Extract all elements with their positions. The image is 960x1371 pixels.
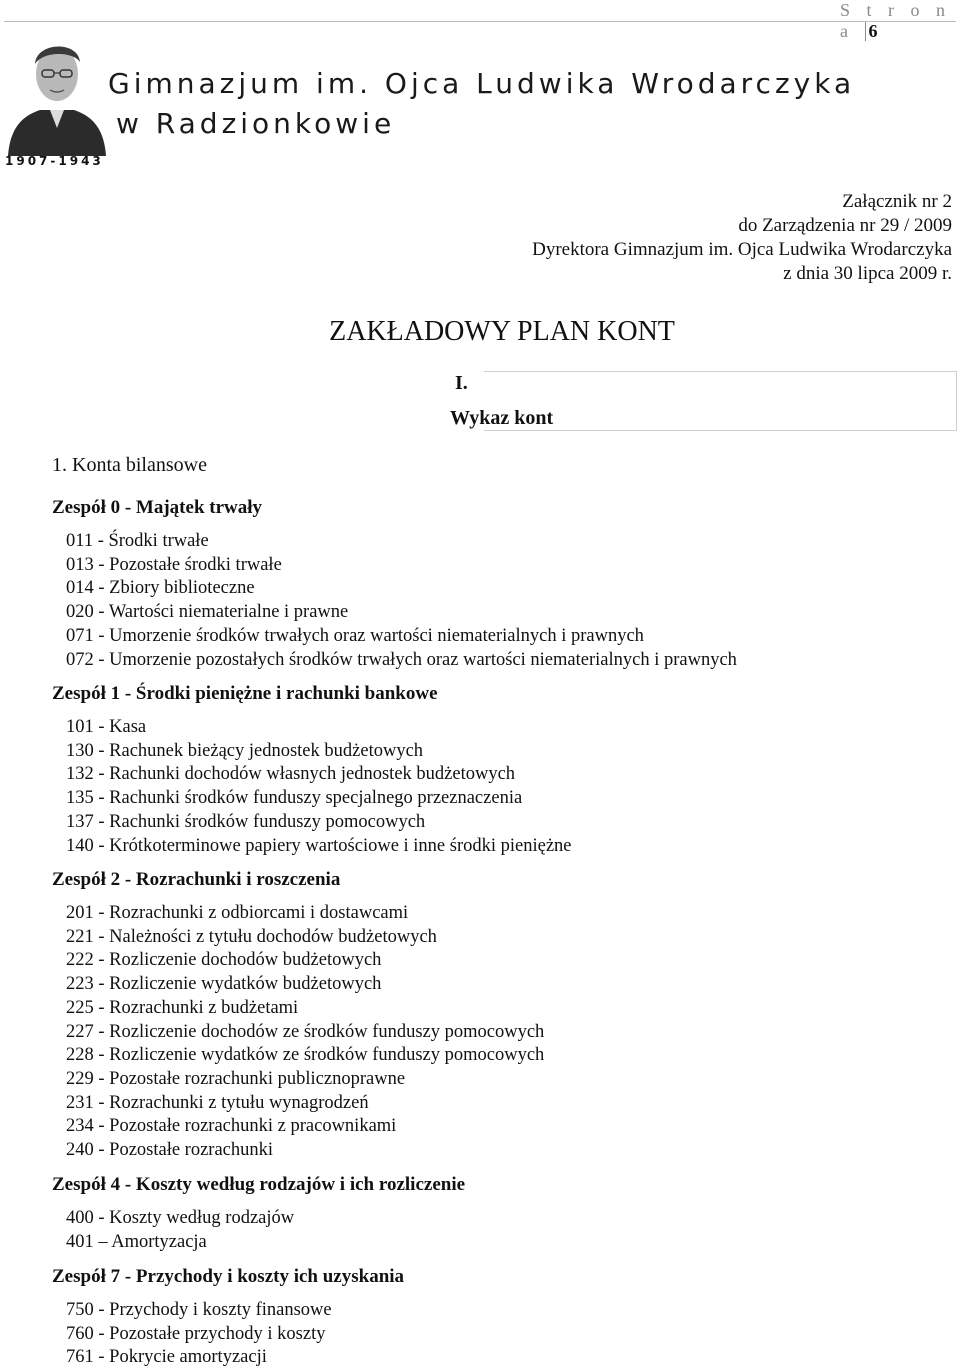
account-item: 132 - Rachunki dochodów własnych jednostek budżetowych (66, 764, 516, 785)
account-group-4 (52, 1173, 465, 1254)
annex-line: Dyrektora Gimnazjum im. Ojca Ludwika Wrodarczyka (532, 239, 952, 260)
document-title: ZAKŁADOWY PLAN KONT (329, 316, 675, 347)
account-item: 071 - Umorzenie środków trwałych oraz wartości niematerialnych i prawnych (66, 625, 644, 646)
account-item: 101 - Kasa (66, 717, 147, 737)
account-item: 229 - Pozostałe rozrachunki publicznoprawne (66, 1068, 406, 1089)
account-group-2 (52, 868, 544, 1163)
annex-block (532, 190, 952, 286)
account-item: 014 - Zbiory biblioteczne (66, 578, 255, 599)
account-item: 013 - Pozostałe środki trwałe (66, 554, 282, 575)
account-group-7 (52, 1265, 404, 1370)
school-name (108, 64, 855, 144)
account-item: 228 - Rozliczenie wydatków ze środków funduszy pomocowych (66, 1045, 545, 1066)
section-title: Wykaz kont (450, 407, 554, 429)
account-item: 201 - Rozrachunki z odbiorcami i dostawcami (66, 903, 409, 923)
page-label: S t r o n a (840, 0, 952, 41)
account-item: 234 - Pozostałe rozrachunki z pracownikami (66, 1116, 397, 1137)
account-item: 130 - Rachunek bieżący jednostek budżetowych (66, 740, 424, 761)
annex-line: do Zarządzenia nr 29 / 2009 (738, 215, 952, 236)
section-frame (484, 371, 957, 431)
account-item: 222 - Rozliczenie dochodów budżetowych (66, 950, 382, 971)
group-heading: Zespół 0 - Majątek trwały (52, 497, 263, 518)
account-item: 011 - Środki trwałe (66, 531, 209, 551)
account-item: 227 - Rozliczenie dochodów ze środków funduszy pomocowych (66, 1021, 545, 1042)
account-item: 140 - Krótkoterminowe papiery wartościowe i inne środki pieniężne (66, 835, 572, 856)
portrait-image (4, 28, 110, 156)
annex-line: z dnia 30 lipca 2009 r. (783, 263, 952, 284)
account-group-1 (52, 682, 572, 858)
account-item: 760 - Pozostałe przychody i koszty (66, 1323, 326, 1344)
page-number-value: 6 (865, 21, 878, 41)
account-item: 020 - Wartości niematerialne i prawne (66, 602, 349, 623)
group-heading: Zespół 7 - Przychody i koszty ich uzyskania (52, 1266, 405, 1287)
account-group-0 (52, 496, 737, 672)
account-item: 401 – Amortyzacja (66, 1231, 207, 1252)
account-item: 135 - Rachunki środków funduszy specjalnego przeznaczenia (66, 788, 523, 809)
group-heading: Zespół 1 - Środki pieniężne i rachunki bankowe (52, 683, 438, 704)
school-name-line1: Gimnazjum im. Ojca Ludwika Wrodarczyka (108, 67, 856, 100)
group-heading: Zespół 2 - Rozrachunki i roszczenia (52, 869, 341, 890)
account-item: 223 - Rozliczenie wydatków budżetowych (66, 974, 382, 995)
account-item: 137 - Rachunki środków funduszy pomocowych (66, 811, 426, 832)
annex-line: Załącznik nr 2 (842, 191, 952, 212)
school-name-line2: w Radzionkowie (116, 107, 396, 140)
account-item: 240 - Pozostałe rozrachunki (66, 1140, 274, 1161)
account-item: 225 - Rozrachunki z budżetami (66, 997, 299, 1018)
account-item: 072 - Umorzenie pozostałych środków trwałych oraz wartości niematerialnych i prawnych (66, 649, 737, 670)
subsection-title: 1. Konta bilansowe (52, 454, 207, 476)
account-item: 750 - Przychody i koszty finansowe (66, 1300, 332, 1320)
group-heading: Zespół 4 - Koszty według rodzajów i ich rozliczenie (52, 1174, 466, 1195)
section-number: I. (455, 372, 468, 394)
account-item: 231 - Rozrachunki z tytułu wynagrodzeń (66, 1092, 369, 1113)
header-divider (4, 21, 956, 22)
years-label: 1907-1943 (5, 154, 104, 168)
account-item: 761 - Pokrycie amortyzacji (66, 1347, 267, 1368)
account-item: 400 - Koszty według rodzajów (66, 1208, 295, 1228)
account-item: 221 - Należności z tytułu dochodów budżetowych (66, 926, 437, 947)
